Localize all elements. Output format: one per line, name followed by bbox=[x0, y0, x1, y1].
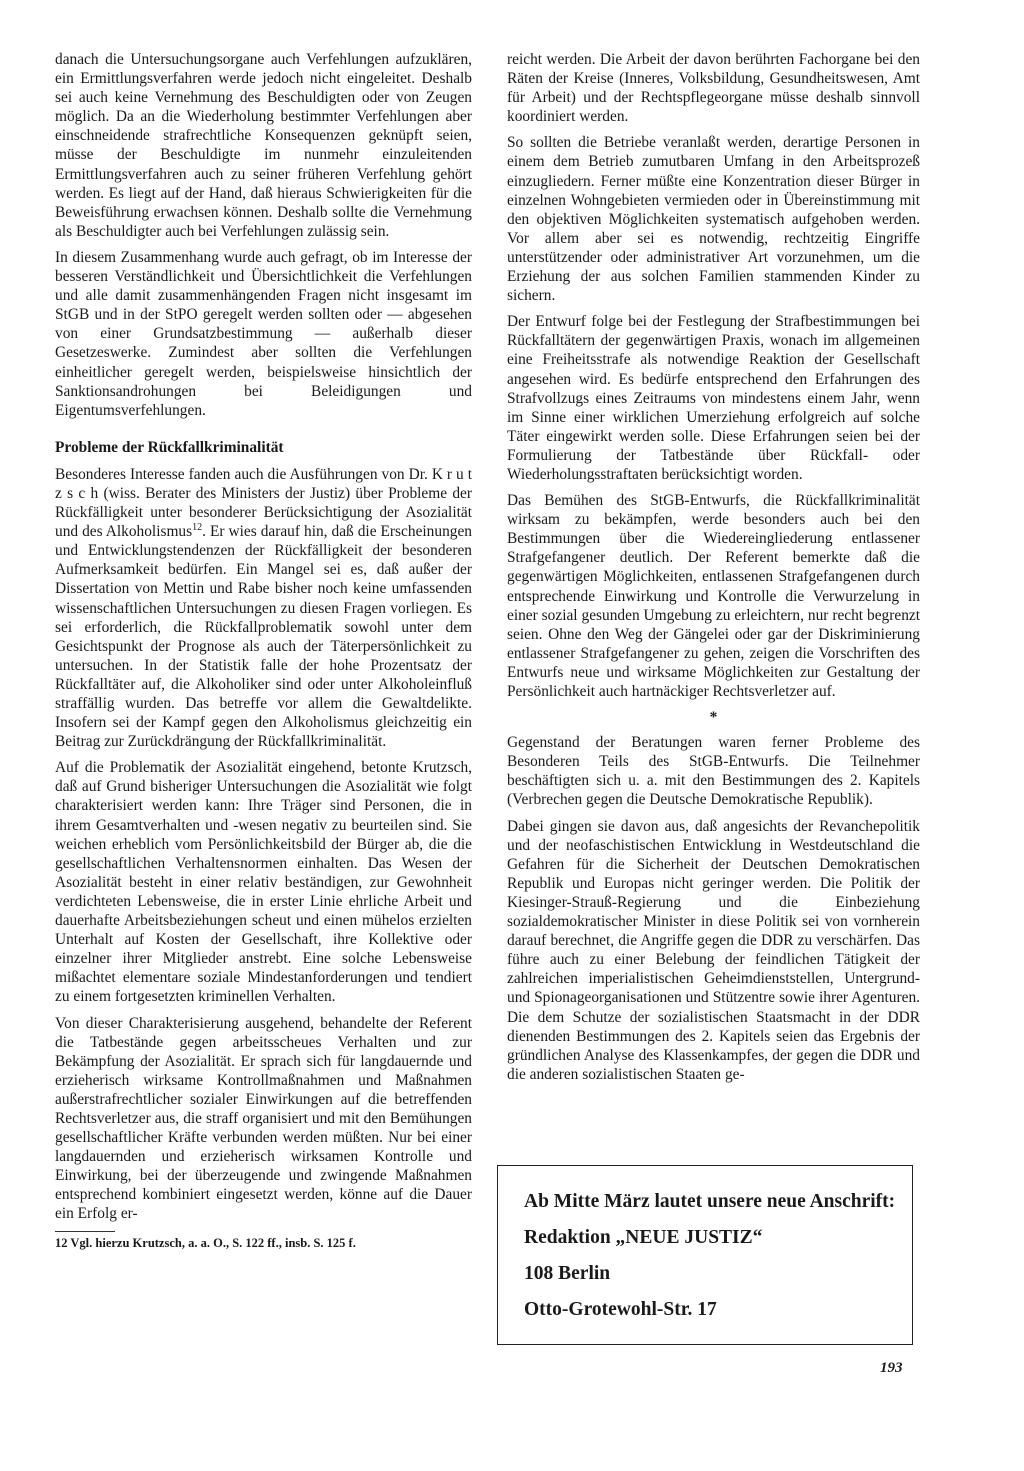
notice-line-4: Otto-Grotewohl-Str. 17 bbox=[524, 1299, 717, 1320]
left-column bbox=[55, 50, 472, 1251]
right-paragraph-4: Das Bemühen des StGB-Entwurfs, die Rückfallkriminalität wirksam zu bekämpfen, werde besonders auch bei den Bestimmungen über die Wiedereingliederung entlassener Strafgefangener deutlich. Der Referent bemerkte daß die gegenwärtigen Möglichkeiten, entlassenen Strafgefangenen durch entsprechende Einwirkung und Kontrolle die Verwurzelung in einer sozial gesunden Umgebung zu erleichtern, nur recht begrenzt seien. Ohne den Weg der Gängelei oder gar der Diskriminierung entlassener Strafgefangener zu gehen, zeigen die Vorschriften des Entwurfs neue und wirksame Möglichkeiten zur Gestaltung der Persönlichkeit auch hartnäckiger Rechtsverletzer auf. bbox=[507, 492, 920, 700]
page-number: 193 bbox=[880, 1360, 903, 1376]
left-paragraph-3 bbox=[55, 465, 472, 751]
left-paragraph-3-start: Besonderes Interesse fanden auch die Ausführungen von Dr. K r u t z s c h (wiss. Berater des Ministers der Justiz) über Probleme der Rückfälligkeit unter besonderer Berücksichtigung der Asozialität und des Alkoholismus bbox=[55, 465, 472, 541]
left-paragraph-3-rest: . Er wies darauf hin, daß die Erscheinungen und Entwicklungstendenzen der Rückfälligkeit der besonderen Aufmerksamkeit bedürfen. Ein Mangel sei es, daß außer der Dissertation von Mettin und Rabe bisher noch keine umfassenden wissenschaftlichen Untersuchungen zu diesen Fragen vorliegen. Es sei erforderlich, die Rückfallproblematik sowohl unter dem Gesichtspunkt der Prognose als auch der Täterpersönlichkeit zu untersuchen. In der Statistik falle der hohe Prozentsatz der Rückfalltäter auf, die Alkoholiker sind oder unter Alkoholeinfluß straffällig wurden. Das betreffe vor allem die Gewaltdelikte. Insofern sei der Kampf gegen den Alkoholismus gleichzeitig ein Beitrag zur Zurückdrängung der Rückfallkriminalität. bbox=[55, 523, 472, 751]
left-paragraph-1: danach die Untersuchungsorgane auch Verfehlungen aufzuklären, ein Ermittlungsverfahren werde jedoch nicht eingeleitet. Deshalb sei auch keine Vernehmung des Beschuldigten oder von Zeugen möglich. Da an die Wiederholung bestimmter Verfehlungen aber einschneidende strafrechtliche Konsequenzen geknüpft seien, müsse der Beschuldigte im nunmehr einzuleitenden Ermittlungsverfahren auch zu seiner früheren Verfehlung gehört werden. Es liegt auf der Hand, daß hieraus Schwierigkeiten für die Beweisführung erwachsen können. Deshalb sollte die Vernehmung als Beschuldigter auch bei Verfehlungen zulässig sein. bbox=[55, 51, 472, 240]
footnote-divider bbox=[55, 1231, 115, 1232]
right-paragraph-2: So sollten die Betriebe veranlaßt werden, derartige Personen in einem dem Betrieb zumutbaren Umfang in den Arbeitsprozeß einzugliedern. Ferner müßte eine Konzentration dieser Bürger in einzelnen Wohngebieten vermieden oder in Übereinstimmung mit den objektiven Möglichkeiten systematisch aufgehoben werden. Vor allem aber sei es notwendig, rechtzeitig Eingriffe unterstützender oder administrativer Art vorzunehmen, um die Erziehung der aus solchen Familien stammenden Kinder zu sichern. bbox=[507, 134, 920, 305]
left-paragraph-4: Auf die Problematik der Asozialität eingehend, betonte Krutzsch, daß auf Grund bisheriger Untersuchungen die Asozialität wie folgt charakterisiert werden kann: Ihre Träger sind Personen, die in ihrem Gesamtverhalten und -wesen negativ zu beurteilen sind. Sie weichen erheblich vom Persönlichkeitsbild der Bürger ab, die die gesellschaftlichen Verhaltensnormen einhalten. Das Wesen der Asozialität besteht in einer relativ beständigen, zur Gewohnheit verdichteten Lebensweise, die in erster Linie ehrliche Arbeit und dauerhafte Arbeitsbeziehungen scheut und einen mühelos erzielten Unterhalt auf Kosten der Gesellschaft, ihre Kollektive oder einzelner ihrer Mitglieder anstrebt. Eine solche Lebensweise mißachtet elementare soziale Mindestanforderungen und tendiert zu einem fortgesetzten kriminellen Verhalten. bbox=[55, 759, 472, 1006]
section-heading: Probleme der Rückfallkriminalität bbox=[55, 438, 284, 456]
footnote-reference: 12 bbox=[192, 522, 203, 534]
section-separator: * bbox=[709, 709, 718, 727]
right-column bbox=[507, 50, 920, 1091]
right-paragraph-5: Gegenstand der Beratungen waren ferner Probleme des Besonderen Teils des StGB-Entwurfs. Die Teilnehmer beschäftigten sich u. a. mit den Bestimmungen des 2. Kapitels (Verbrechen gegen die Deutsche Demokratische Republik). bbox=[507, 734, 920, 809]
right-paragraph-3: Der Entwurf folge bei der Festlegung der Strafbestimmungen bei Rückfalltätern der gegenwärtigen Praxis, wonach im allgemeinen eine Freiheitsstrafe als notwendige Reaktion der Gesellschaft angesehen wird. Es bedürfe entsprechend den Erfahrungen des Strafvollzugs eines Zeitraums von mindestens einem Jahr, wenn im Sinne einer wirklichen Umerziehung erfolgreich auf solche Täter eingewirkt werden solle. Diese Erfahrungen seien bei der Formulierung der Tatbestände über Rückfall- oder Wiederholungsstraftaten berücksichtigt worden. bbox=[507, 313, 920, 483]
notice-line-1: Ab Mitte März lautet unsere neue Anschrift: bbox=[524, 1191, 896, 1212]
left-paragraph-5: Von dieser Charakterisierung ausgehend, behandelte der Referent die Tatbestände gegen arbeitsscheues Verhalten und zur Bekämpfung der Asozialität. Er sprach sich für langdauernde und erzieherisch wirksame Kontrollmaßnahmen und Maßnahmen außerstrafrechtlicher sozialer Einwirkungen auf die betreffenden Rechtsverletzer aus, die straff organisiert und mit den Bemühungen gesellschaftlicher Kräfte verbunden werden müßten. Nur bei einer langdauernden und erzieherisch wirksamen Kontrolle und Einwirkung, bei der überzeugende und zwingende Maßnahmen entsprechend kombiniert eingesetzt werden, könne auf die Dauer ein Erfolg er- bbox=[55, 1014, 472, 1223]
address-notice-box bbox=[497, 1165, 913, 1345]
right-paragraph-6: Dabei gingen sie davon aus, daß angesichts der Revanchepolitik und der neofaschistischen Entwicklung in Westdeutschland die Gefahren für die Sicherheit der Deutschen Demokratischen Republik und Europas nicht geringer werden. Die Politik der Kiesinger-Strauß-Regierung und die Einbeziehung sozialdemokratischer Minister in diese Politik sei von vornherein darauf berechnet, die Angriffe gegen die DDR zu verschärfen. Das führe auch zu einer Belebung der feindlichen Tätigkeit der zahlreichen imperialistischen Geheimdienststellen, Untergrund- und Spionageorganisationen und Stützentre sowie ihrer Agenturen. Die dem Schutze der sozialistischen Staatsmacht in der DDR dienenden Bestimmungen des 2. Kapitels seien das Ergebnis der gründlichen Analyse des Klassenkampfes, der gegen die DDR und die anderen sozialistischen Staaten ge- bbox=[507, 817, 920, 1083]
left-paragraph-2: In diesem Zusammenhang wurde auch gefragt, ob im Interesse der besseren Verständlichkeit und Übersichtlichkeit die Verfehlungen und alle damit zusammenhängenden Fragen nicht insgesamt im StGB und in der StPO geregelt werden sollten oder — abgesehen von einer Grundsatzbestimmung — außerhalb dieser Gesetzeswerke. Zumindest aber sollten die Verfehlungen einheitlicher geregelt werden, beispielsweise hinsichtlich der Sanktionsandrohungen bei Beleidigungen und Eigentumsverfehlungen. bbox=[55, 248, 472, 419]
right-paragraph-1: reicht werden. Die Arbeit der davon berührten Fachorgane bei den Räten der Kreise (Inneres, Volksbildung, Gesundheitswesen, Amt für Arbeit) und der Rechtspflegeorgane müsse deshalb sinnvoll koordiniert werden. bbox=[507, 51, 920, 126]
notice-line-2: Redaktion „NEUE JUSTIZ“ bbox=[524, 1227, 763, 1248]
footnote: 12 Vgl. hierzu Krutzsch, a. a. O., S. 122 ff., insb. S. 125 f. bbox=[55, 1235, 356, 1250]
notice-line-3: 108 Berlin bbox=[524, 1263, 611, 1284]
